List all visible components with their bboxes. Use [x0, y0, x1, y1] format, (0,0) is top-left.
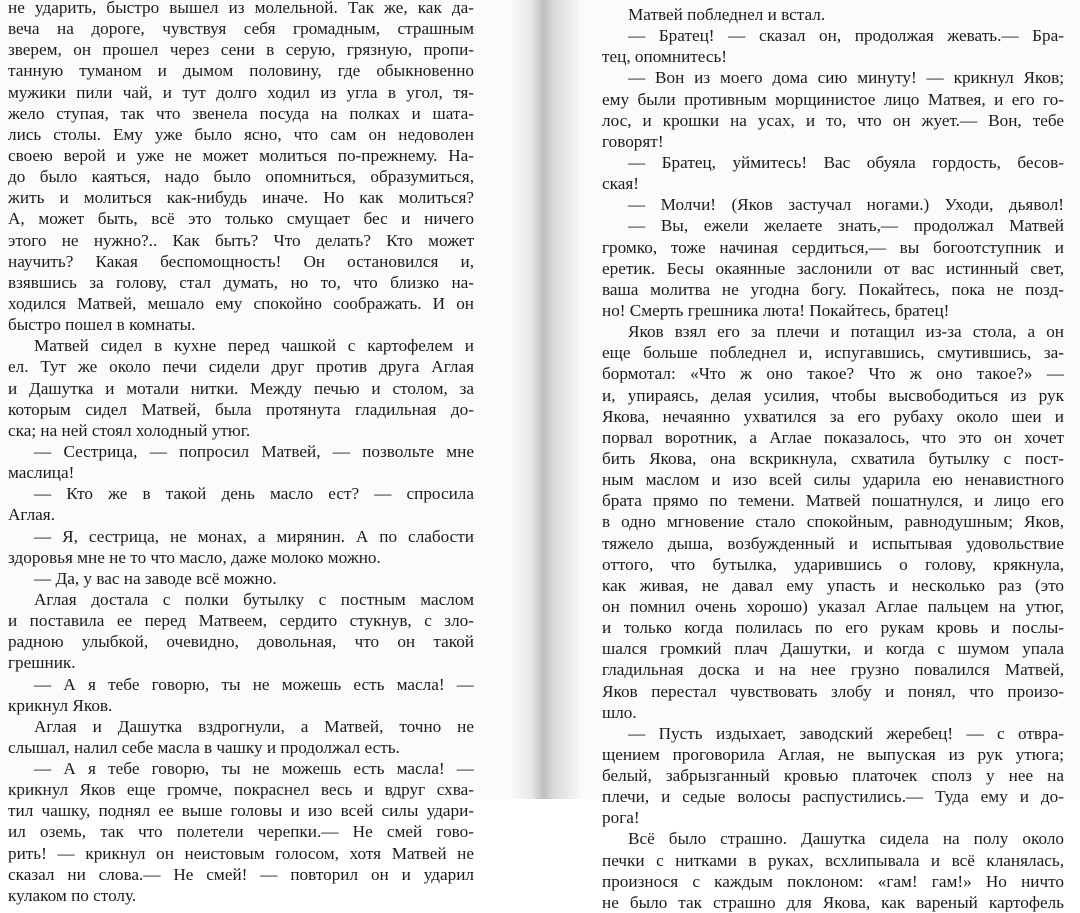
- text-line: маслица!: [8, 463, 75, 483]
- text-line: радною улыбкой, очевидно, довольная, что он такой: [8, 632, 474, 652]
- text-line: рога!: [602, 808, 640, 828]
- text-line: мужики пили чай, и тут долго ходил из угла в угол, тя-: [8, 82, 474, 102]
- text-line: рить! — крикнул он неистовым голосом, хотя Матвей не: [8, 843, 474, 863]
- text-line: быстро пошел в комнаты.: [8, 315, 196, 335]
- text-line: и только когда полилась по его рукам кровь и послы-: [602, 618, 1064, 638]
- page-gutter: [510, 0, 580, 799]
- text-line: ему были противным морщинистое лицо Матвея, и его го-: [602, 89, 1064, 109]
- text-line: бормотал: «Что ж оно такое? Что ж оно такое?» —: [602, 364, 1064, 384]
- text-line: до было каяться, надо было опомниться, образумиться,: [8, 167, 474, 187]
- text-line: Яков взял его за плечи и потащил из-за стола, а он: [628, 322, 1064, 342]
- text-line: зверем, он прошел через сени в серую, грязную, пропи-: [8, 40, 474, 60]
- text-line: — Братец! — сказал он, продолжая жевать.— Бра-: [628, 26, 1064, 46]
- text-line: оттого, что бутылка, ударившись о голову, крякнула,: [602, 554, 1064, 574]
- text-line: гладильная доска и на нее грузно повалился Матвей,: [602, 660, 1064, 680]
- text-line: тец, опомнитесь!: [602, 47, 728, 67]
- text-line: научить? Какая беспомощность! Он остановился и,: [8, 251, 474, 271]
- text-line: он помнил очень хорошо) указал Аглае пальцем на утюг,: [602, 596, 1064, 616]
- text-line: А, может быть, всё это только смущает бес и ничего: [8, 209, 474, 229]
- text-line: ным маслом и изо всей силы ударила ею ненавистного: [602, 470, 1064, 490]
- text-line: ел. Тут же около печи сидели друг против друга Аглая: [8, 357, 474, 377]
- text-line: говорят!: [602, 131, 664, 151]
- text-line: не было так страшно для Якова, как вареный картофель: [602, 892, 1064, 912]
- text-line: — Сестрица, — попросил Матвей, — позвольте мне: [34, 441, 474, 461]
- left-page: [8, 0, 474, 906]
- text-line: бить Якова, она вскрикнула, схватила бутылку с пост-: [602, 448, 1064, 468]
- text-line: Аглая.: [8, 505, 55, 525]
- text-line: — Пусть издыхает, заводский жеребец! — с отвра-: [628, 723, 1064, 743]
- text-line: Всё было страшно. Дашутка сидела на полу около: [628, 829, 1064, 849]
- text-line: лос, и крошки на усах, и то, что он жует.— Вон, тебе: [602, 110, 1064, 130]
- text-line: печки с нитками в руках, всхлипывала и всё кланялась,: [602, 850, 1064, 870]
- text-line: крикнул Яков еще громче, покраснел весь и вдруг схва-: [8, 780, 474, 800]
- text-line: — Кто же в такой день масло ест? — спросила: [34, 484, 474, 504]
- text-line: сказал ни слова.— Не смей! — повторил он и ударил: [8, 864, 474, 884]
- text-line: произнося с каждым поклоном: «гам! гам!» Но ничто: [602, 871, 1064, 891]
- text-line: Матвей сидел в кухне перед чашкой с картофелем и: [34, 336, 474, 356]
- text-line: в одно мгновение стало спокойным, равнодушным; Яков,: [602, 512, 1064, 532]
- text-line: Аглая и Дашутка вздрогнули, а Матвей, точно не: [34, 716, 474, 736]
- text-line: лись столы. Ему уже было ясно, что сам он недоволен: [8, 124, 474, 144]
- text-line: своею верой и уже не может молиться по-прежнему. На-: [8, 145, 474, 165]
- text-line: Якова, нечаянно ухватился за его рубаху около шеи и: [602, 406, 1064, 426]
- text-line: щением проговорила Аглая, не выпуская из рук утюга;: [602, 744, 1064, 764]
- text-line: тяжело дыша, возбужденный и испытывая удовольствие: [602, 533, 1064, 553]
- text-line: Матвей побледнел и встал.: [628, 5, 826, 24]
- text-line: слышал, налил себе масла в чашку и продолжал есть.: [8, 737, 400, 757]
- text-line: ил оземь, так что полетели черепки.— Не смей гово-: [8, 822, 474, 842]
- text-line: еретик. Бесы окаянные заслонили от вас истинный свет,: [602, 258, 1064, 278]
- text-line: здоровья мне не то что масло, даже молоко можно.: [8, 547, 381, 567]
- text-line: — Вон из моего дома сию минуту! — крикнул Яков;: [628, 68, 1064, 88]
- text-line: ская!: [602, 174, 639, 194]
- text-line: как живая, не давал ему упасть и несколько раз (это: [602, 575, 1064, 595]
- text-line: шло.: [602, 702, 637, 722]
- text-line: жело ступая, так что звенела посуда на полках и шата-: [8, 103, 474, 123]
- text-line: ходился Матвей, мешало ему спокойно соображать. И он: [8, 293, 474, 313]
- text-line: не ударить, быстро вышел из молельной. Так же, как да-: [8, 0, 474, 17]
- text-line: плечи, и седые волосы распустились.— Туда ему и до-: [602, 787, 1064, 807]
- text-line: ваша молитва не угодна богу. Покайтесь, пока не позд-: [602, 279, 1064, 299]
- text-line: — Вы, ежели желаете знать,— продолжал Матвей: [628, 216, 1064, 236]
- text-line: которым сидел Матвей, была протянута гладильная до-: [8, 399, 474, 419]
- text-line: — Да, у вас на заводе всё можно.: [34, 568, 277, 588]
- text-line: ска; на ней стоял холодный утюг.: [8, 420, 251, 440]
- text-line: белый, забрызганный кровью платочек сполз у нее на: [602, 766, 1064, 786]
- text-line: — Братец, уймитесь! Вас обуяла гордость, бесов-: [628, 152, 1064, 172]
- text-line: взявшись за голову, стал думать, но то, что близко на-: [8, 272, 474, 292]
- text-line: — А я тебе говорю, ты не можешь есть масла! —: [34, 674, 474, 694]
- text-line: веча на дороге, чувствуя себя громадным, страшным: [8, 19, 474, 39]
- text-line: громко, тоже начиная сердиться,— вы богоотступник и: [602, 237, 1064, 257]
- text-line: и поставила ее перед Матвеем, сердито стукнув, с зло-: [8, 611, 474, 631]
- text-line: Аглая достала с полки бутылку с постным маслом: [34, 589, 474, 609]
- text-line: Яков перестал чувствовать злобу и понял, что произо-: [602, 681, 1064, 701]
- text-line: шался громкий плач Дашутки, и когда с шумом упала: [602, 639, 1064, 659]
- text-line: кулаком по столу.: [8, 885, 137, 905]
- text-line: — Молчи! (Яков застучал ногами.) Уходи, дьявол!: [628, 195, 1064, 215]
- text-line: брата прямо по темени. Матвей пошатнулся, и лицо его: [602, 491, 1064, 511]
- text-line: но! Смерть грешника люта! Покайтесь, братец!: [602, 300, 950, 320]
- text-line: тил чашку, поднял ее выше головы и изо всей силы удари-: [8, 801, 474, 821]
- text-line: жить и молиться как-нибудь иначе. Но как молиться?: [8, 188, 474, 208]
- right-page: [602, 0, 1064, 913]
- text-line: еще больше побледнел и, испугавшись, смутившись, за-: [602, 343, 1064, 363]
- text-line: и, упираясь, делая усилия, чтобы высвободиться из рук: [602, 385, 1064, 405]
- text-line: порвал воротник, а Аглае показалось, что это он хочет: [602, 427, 1064, 447]
- text-line: крикнул Яков.: [8, 695, 113, 715]
- text-line: этого не нужно?.. Как быть? Что делать? Кто может: [8, 230, 474, 250]
- text-line: и Дашутка и мотали нитки. Между печью и столом, за: [8, 378, 474, 398]
- text-line: — Я, сестрица, не монах, а мирянин. А по слабости: [34, 526, 474, 546]
- text-line: грешник.: [8, 653, 76, 673]
- text-line: — А я тебе говорю, ты не можешь есть масла! —: [34, 759, 474, 779]
- text-line: танную туманом и дымом половину, где обыкновенно: [8, 61, 474, 81]
